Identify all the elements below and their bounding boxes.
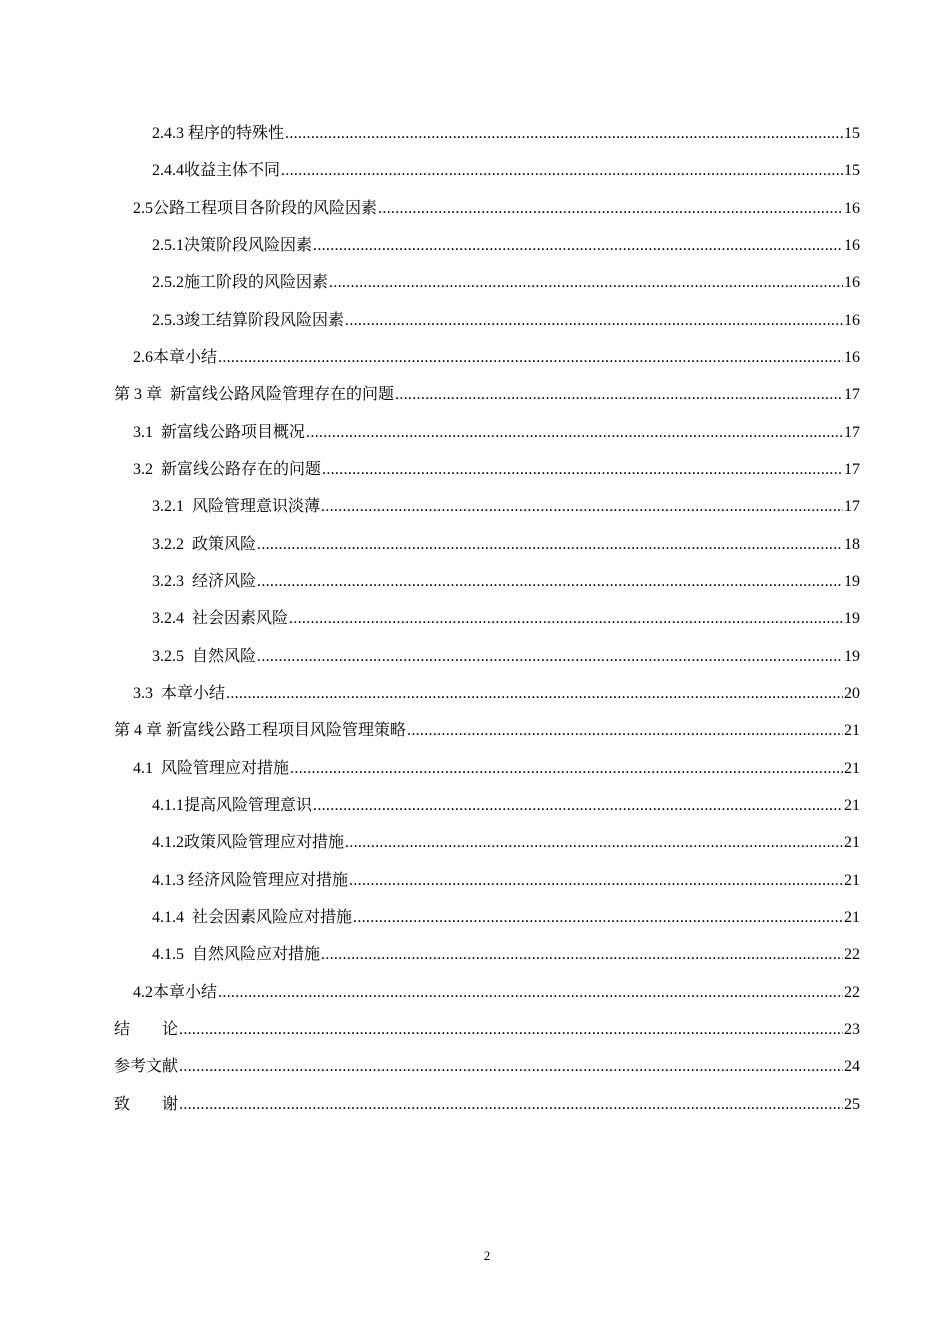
dot-leader — [407, 721, 843, 741]
toc-entry-page: 21 — [844, 797, 860, 814]
toc-entry[interactable] — [152, 941, 860, 965]
toc-entry-number: 4.1.5 — [152, 946, 184, 963]
toc-entry-title — [133, 423, 305, 443]
toc-entry-page: 21 — [844, 909, 860, 926]
toc-entry-text: 施工阶段的风险因素 — [184, 274, 329, 291]
toc-entry[interactable] — [152, 120, 860, 144]
toc-entry-page: 15 — [844, 125, 860, 142]
toc-entry-number: 3.2.4 — [152, 610, 184, 627]
toc-entry-page: 15 — [844, 162, 860, 179]
dot-leader — [179, 1095, 843, 1115]
toc-entry[interactable] — [133, 344, 860, 368]
toc-entry-text: 经济风险 — [192, 573, 257, 590]
dot-leader — [281, 161, 843, 181]
toc-entry-text: 决策阶段风险因素 — [184, 237, 313, 254]
toc-entry-text: 致 谢 — [114, 1096, 179, 1113]
toc-entry-page: 19 — [844, 573, 860, 590]
toc-entry-title — [152, 124, 284, 144]
toc-entry-page: 22 — [844, 946, 860, 963]
dot-leader — [322, 460, 843, 480]
toc-entry-page: 16 — [844, 274, 860, 291]
toc-entry-page: 17 — [844, 461, 860, 478]
toc-entry[interactable] — [133, 755, 860, 779]
toc-entry-number: 4.1 — [133, 760, 153, 777]
toc-entry-page: 21 — [844, 722, 860, 739]
toc-entry-number: 3.1 — [133, 424, 153, 441]
toc-entry-page: 19 — [844, 648, 860, 665]
dot-leader — [345, 311, 843, 331]
dot-leader — [257, 572, 843, 592]
toc-entry-title — [152, 609, 288, 629]
toc-entry-title — [133, 348, 217, 368]
toc-entry-title — [152, 572, 256, 592]
toc-entry-page: 17 — [844, 424, 860, 441]
dot-leader — [321, 497, 843, 517]
toc-entry-title — [152, 908, 352, 928]
toc-entry[interactable] — [133, 195, 860, 219]
toc-entry[interactable] — [152, 605, 860, 629]
dot-leader — [395, 385, 843, 405]
toc-entry[interactable] — [133, 456, 860, 480]
toc-entry[interactable] — [152, 307, 860, 331]
toc-entry-gap — [153, 424, 161, 441]
toc-entry-page: 24 — [844, 1058, 860, 1075]
toc-entry-gap — [184, 498, 192, 515]
toc-entry[interactable] — [114, 381, 860, 405]
toc-entry-title — [152, 497, 320, 517]
toc-entry-number: 2.5.2 — [152, 274, 184, 291]
toc-entry-number: 3.2.5 — [152, 648, 184, 665]
toc-entry-title — [152, 796, 312, 816]
toc-entry-page: 18 — [844, 536, 860, 553]
dot-leader — [218, 348, 843, 368]
toc-entry-title — [152, 535, 256, 555]
toc-entry-title — [114, 1020, 178, 1040]
toc-entry-gap — [184, 909, 192, 926]
dot-leader — [321, 945, 843, 965]
toc-entry-title — [152, 161, 280, 181]
toc-entry-gap — [153, 461, 161, 478]
toc-entry-page: 25 — [844, 1096, 860, 1113]
toc-entry-title — [133, 460, 321, 480]
toc-entry[interactable] — [152, 568, 860, 592]
dot-leader — [290, 759, 843, 779]
dot-leader — [378, 199, 843, 219]
toc-entry-text: 新富线公路风险管理存在的问题 — [170, 386, 395, 403]
toc-entry[interactable] — [152, 792, 860, 816]
toc-entry-page: 16 — [844, 200, 860, 217]
toc-entry[interactable] — [152, 269, 860, 293]
page-number: 2 — [483, 1248, 491, 1263]
toc-entry-title — [152, 236, 312, 256]
dot-leader — [353, 908, 843, 928]
dot-leader — [257, 647, 843, 667]
toc-entry-gap — [184, 946, 192, 963]
toc-entry[interactable] — [114, 1053, 860, 1077]
dot-leader — [345, 833, 843, 853]
toc-entry-title — [152, 833, 344, 853]
dot-leader — [313, 796, 843, 816]
toc-entry-page: 22 — [844, 984, 860, 1001]
toc-entry-text: 新富线公路存在的问题 — [161, 461, 322, 478]
toc-entry-text: 政策风险管理应对措施 — [184, 834, 345, 851]
toc-entry-title — [114, 1095, 178, 1115]
toc-entry-number: 2.5 — [133, 200, 153, 217]
toc-entry-number: 3.2.3 — [152, 573, 184, 590]
toc-entry-gap — [153, 760, 161, 777]
dot-leader — [257, 535, 843, 555]
toc-entry[interactable] — [152, 531, 860, 555]
toc-entry[interactable] — [152, 829, 860, 853]
toc-entry-title — [133, 684, 225, 704]
toc-entry-number: 3.2.2 — [152, 536, 184, 553]
toc-entry[interactable] — [133, 419, 860, 443]
toc-entry[interactable] — [133, 979, 860, 1003]
toc-entry-number: 4.1.2 — [152, 834, 184, 851]
toc-entry-number: 第 4 章 — [114, 722, 163, 739]
toc-entry-title — [114, 385, 394, 405]
toc-entry-text: 收益主体不同 — [184, 162, 281, 179]
dot-leader — [349, 871, 843, 891]
toc-entry-text: 经济风险管理应对措施 — [188, 872, 349, 889]
toc-entry-text: 自然风险应对措施 — [192, 946, 321, 963]
toc-entry-number: 4.1.1 — [152, 797, 184, 814]
toc-entry-number: 4.2 — [133, 984, 153, 1001]
toc-entry-number: 2.5.1 — [152, 237, 184, 254]
toc-entry-page: 17 — [844, 386, 860, 403]
dot-leader — [289, 609, 843, 629]
dot-leader — [306, 423, 843, 443]
toc-entry-page: 23 — [844, 1021, 860, 1038]
toc-entry-title — [152, 311, 344, 331]
toc-entry-gap — [184, 536, 192, 553]
dot-leader — [313, 236, 843, 256]
toc-entry-number: 2.6 — [133, 349, 153, 366]
toc-entry-number: 第 3 章 — [114, 386, 163, 403]
toc-entry-text: 公路工程项目各阶段的风险因素 — [153, 200, 378, 217]
toc-entry[interactable] — [114, 717, 860, 741]
toc-entry-text: 提高风险管理意识 — [184, 797, 313, 814]
dot-leader — [226, 684, 843, 704]
toc-entry-text: 风险管理意识淡薄 — [192, 498, 321, 515]
toc-entry[interactable] — [133, 680, 860, 704]
toc-entry-page: 21 — [844, 760, 860, 777]
toc-entry-page: 21 — [844, 872, 860, 889]
toc-entry-number: 2.5.3 — [152, 312, 184, 329]
toc-entry-text: 参考文献 — [114, 1058, 179, 1075]
toc-entry-title — [133, 199, 377, 219]
toc-entry-number: 4.1.4 — [152, 909, 184, 926]
toc-entry-page: 16 — [844, 349, 860, 366]
toc-entry-text: 本章小结 — [153, 984, 218, 1001]
toc-entry-text: 竣工结算阶段风险因素 — [184, 312, 345, 329]
toc-entry-gap — [184, 648, 192, 665]
toc-entry-page: 16 — [844, 312, 860, 329]
toc-entry-number: 3.3 — [133, 685, 153, 702]
toc-entry-gap — [162, 386, 170, 403]
toc-entry-title — [152, 871, 348, 891]
toc-entry-text: 新富线公路项目概况 — [161, 424, 306, 441]
dot-leader — [179, 1020, 843, 1040]
toc-entry[interactable] — [152, 157, 860, 181]
toc-entry-gap — [153, 685, 161, 702]
toc-entry-text: 社会因素风险 — [192, 610, 289, 627]
toc-entry-text: 新富线公路工程项目风险管理策略 — [166, 722, 407, 739]
toc-entry-text: 结 论 — [114, 1021, 179, 1038]
toc-entry-text: 社会因素风险应对措施 — [192, 909, 353, 926]
toc-entry-title — [152, 945, 320, 965]
toc-entry-title — [133, 983, 217, 1003]
dot-leader — [285, 124, 843, 144]
toc-entry[interactable] — [114, 1091, 860, 1115]
toc-entry-number: 4.1.3 — [152, 872, 184, 889]
toc-entry-text: 本章小结 — [153, 349, 218, 366]
toc-entry-number: 3.2.1 — [152, 498, 184, 515]
toc-entry-page: 20 — [844, 685, 860, 702]
toc-entry-gap — [184, 573, 192, 590]
toc-entry-text: 本章小结 — [161, 685, 226, 702]
toc-entry[interactable] — [152, 643, 860, 667]
toc-entry-number: 2.4.3 — [152, 125, 184, 142]
toc-entry[interactable] — [152, 493, 860, 517]
toc-entry[interactable] — [152, 904, 860, 928]
toc-entry-page: 21 — [844, 834, 860, 851]
toc-entry-page: 19 — [844, 610, 860, 627]
toc-entry-page: 16 — [844, 237, 860, 254]
toc-entry-page: 17 — [844, 498, 860, 515]
toc-entry-title — [152, 647, 256, 667]
toc-entry-gap — [184, 610, 192, 627]
toc-entry-number: 2.4.4 — [152, 162, 184, 179]
toc-entry[interactable] — [152, 232, 860, 256]
toc-entry-number: 3.2 — [133, 461, 153, 478]
dot-leader — [329, 273, 843, 293]
dot-leader — [218, 983, 843, 1003]
toc-entry-title — [133, 759, 289, 779]
toc-entry-title — [114, 1057, 178, 1077]
toc-entry-text: 风险管理应对措施 — [161, 760, 290, 777]
toc-entry-title — [152, 273, 328, 293]
toc-entry[interactable] — [114, 1016, 860, 1040]
toc-entry-title — [114, 721, 406, 741]
toc-entry[interactable] — [152, 867, 860, 891]
toc-entry-text: 程序的特殊性 — [188, 125, 285, 142]
toc-entry-text: 自然风险 — [192, 648, 257, 665]
toc-entry-text: 政策风险 — [192, 536, 257, 553]
dot-leader — [179, 1057, 843, 1077]
